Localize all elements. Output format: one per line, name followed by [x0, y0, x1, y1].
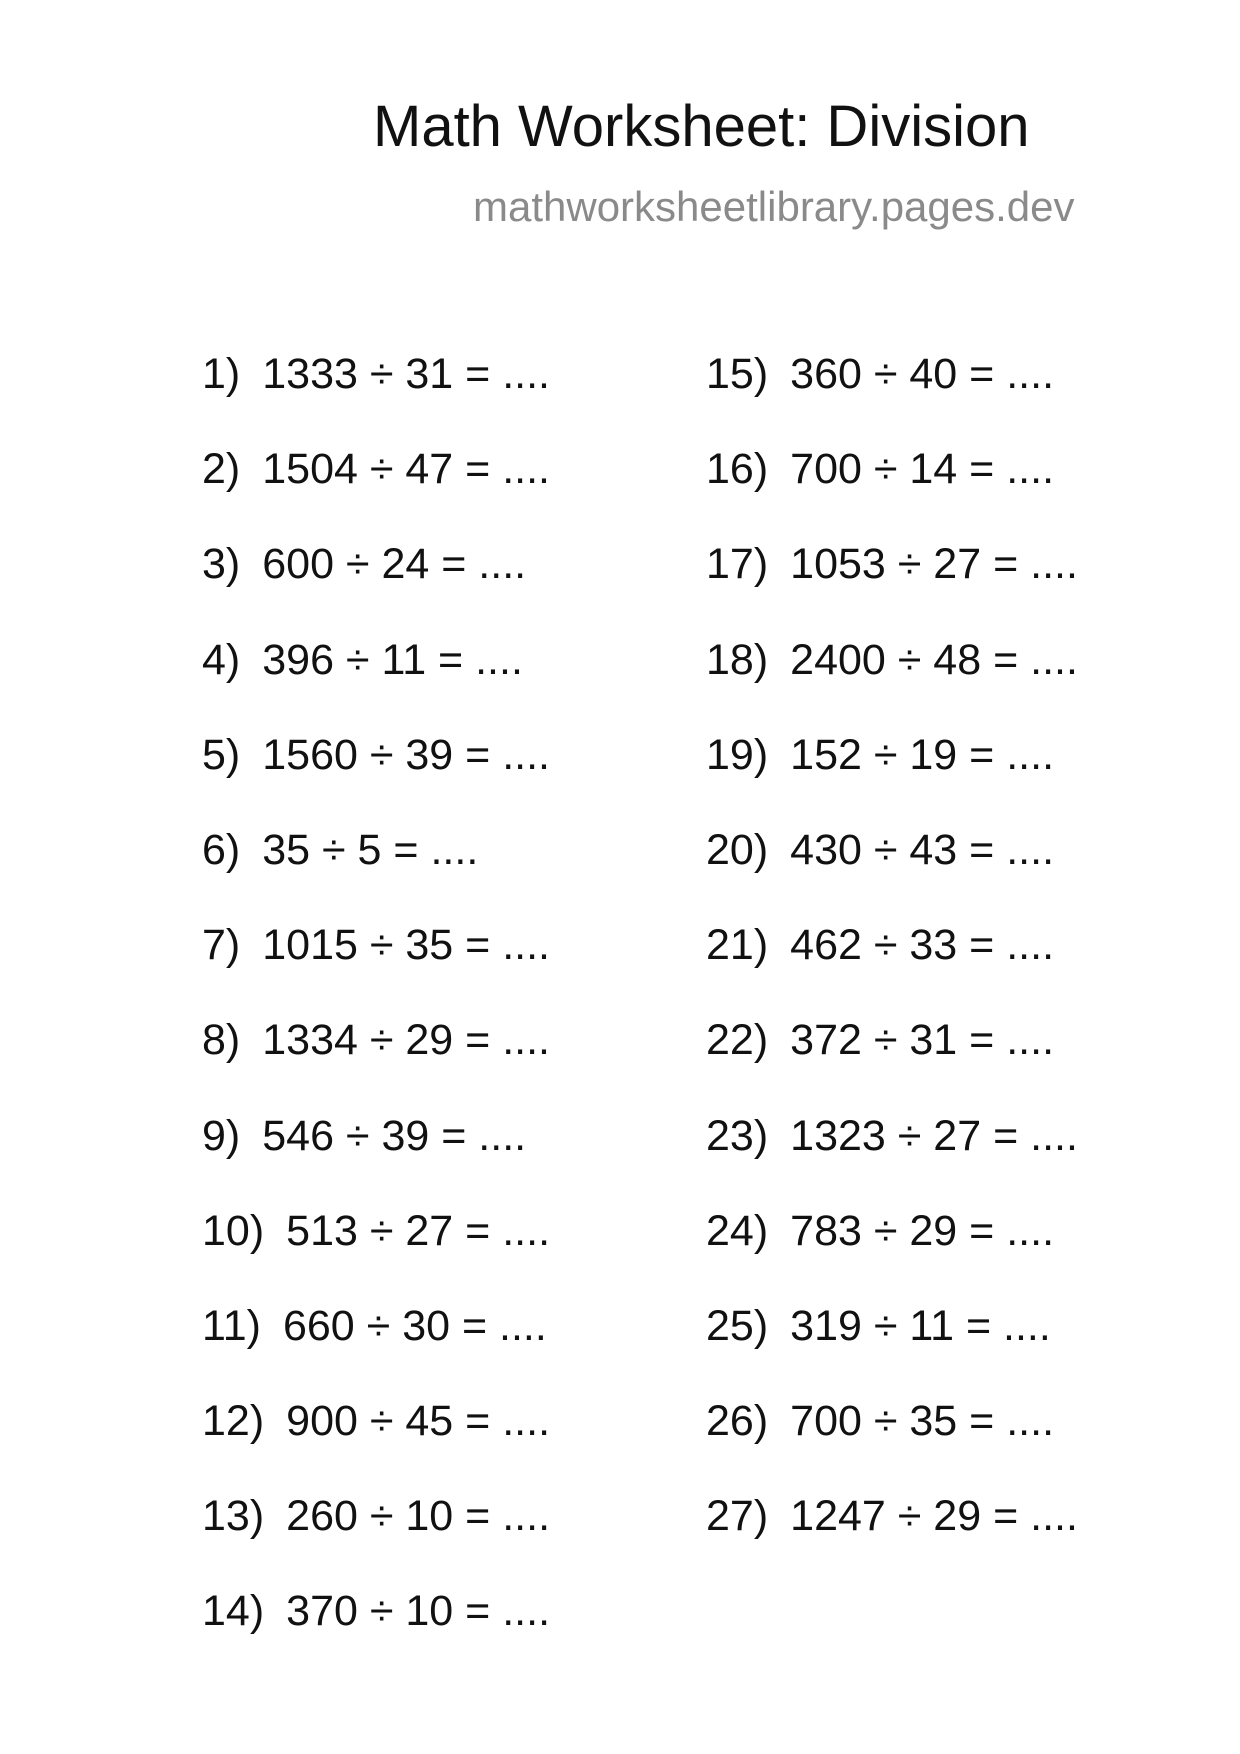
- problem-number: 6): [202, 825, 241, 874]
- problem-text: 152 ÷ 19 = ....: [790, 730, 1055, 779]
- problem-item: [706, 1111, 1226, 1210]
- problem-item: [706, 540, 1226, 638]
- problem-item: [202, 540, 722, 638]
- problem-column-right: [706, 350, 1226, 1590]
- problem-text: 513 ÷ 27 = ....: [286, 1206, 551, 1255]
- problem-text: 360 ÷ 40 = ....: [790, 350, 1055, 398]
- problem-item: [706, 1301, 1226, 1400]
- problem-number: 27): [706, 1492, 769, 1541]
- problem-item: [202, 635, 722, 734]
- problem-text: 35 ÷ 5 = ....: [262, 825, 479, 874]
- problem-item: [706, 445, 1226, 543]
- problem-number: 11): [202, 1301, 261, 1350]
- problem-number: 18): [706, 635, 769, 684]
- problem-number: 22): [706, 1016, 769, 1065]
- problem-number: 17): [706, 540, 769, 589]
- problem-number: 24): [706, 1206, 769, 1255]
- problem-item: [202, 350, 722, 448]
- problem-item: [202, 1206, 722, 1305]
- problem-item: [706, 825, 1226, 924]
- problem-text: 1334 ÷ 29 = ....: [262, 1016, 551, 1065]
- problem-text: 319 ÷ 11 = ....: [790, 1301, 1051, 1350]
- page-title: Math Worksheet: Division: [373, 94, 1030, 159]
- problem-number: 16): [706, 445, 769, 494]
- problem-text: 1015 ÷ 35 = ....: [262, 921, 551, 970]
- problem-text: 1504 ÷ 47 = ....: [262, 445, 551, 494]
- problem-number: 26): [706, 1397, 769, 1446]
- problem-item: [202, 445, 722, 543]
- problem-item: [202, 1111, 722, 1210]
- problem-column-left: [202, 350, 722, 1686]
- problem-text: 700 ÷ 35 = ....: [790, 1397, 1055, 1446]
- problem-text: 462 ÷ 33 = ....: [790, 921, 1055, 970]
- problem-number: 15): [706, 350, 769, 398]
- problem-item: [202, 730, 722, 829]
- problem-text: 600 ÷ 24 = ....: [262, 540, 527, 589]
- problem-text: 1323 ÷ 27 = ....: [790, 1111, 1078, 1160]
- problem-text: 700 ÷ 14 = ....: [790, 445, 1055, 494]
- problem-item: [706, 1492, 1226, 1590]
- problem-text: 1333 ÷ 31 = ....: [262, 350, 551, 398]
- problem-number: 1): [202, 350, 241, 398]
- problem-number: 20): [706, 825, 769, 874]
- problem-text: 546 ÷ 39 = ....: [262, 1111, 527, 1160]
- problem-number: 9): [202, 1111, 241, 1160]
- problem-item: [706, 350, 1226, 448]
- problem-item: [202, 1397, 722, 1495]
- problem-item: [706, 1397, 1226, 1495]
- problem-number: 23): [706, 1111, 769, 1160]
- problem-text: 1560 ÷ 39 = ....: [262, 730, 551, 779]
- problem-item: [202, 921, 722, 1019]
- problem-text: 660 ÷ 30 = ....: [282, 1301, 547, 1350]
- problem-text: 372 ÷ 31 = ....: [790, 1016, 1055, 1065]
- problem-text: 1247 ÷ 29 = ....: [790, 1492, 1078, 1541]
- problem-text: 396 ÷ 11 = ....: [262, 635, 523, 684]
- problem-number: 10): [202, 1206, 265, 1255]
- problem-number: 2): [202, 445, 241, 494]
- problem-item: [202, 1587, 722, 1685]
- problem-text: 900 ÷ 45 = ....: [286, 1397, 551, 1446]
- problem-number: 14): [202, 1587, 265, 1636]
- problem-number: 12): [202, 1397, 265, 1446]
- problem-number: 4): [202, 635, 241, 684]
- problem-item: [202, 1301, 722, 1400]
- problem-item: [706, 635, 1226, 734]
- problem-item: [706, 730, 1226, 829]
- problem-text: 783 ÷ 29 = ....: [790, 1206, 1055, 1255]
- problem-item: [706, 1206, 1226, 1305]
- problem-number: 19): [706, 730, 769, 779]
- problem-text: 1053 ÷ 27 = ....: [790, 540, 1078, 589]
- problem-text: 430 ÷ 43 = ....: [790, 825, 1055, 874]
- problem-number: 25): [706, 1301, 769, 1350]
- problem-number: 3): [202, 540, 241, 589]
- problem-item: [202, 1016, 722, 1114]
- problem-number: 21): [706, 921, 769, 970]
- site-url: mathworksheetlibrary.pages.dev: [473, 183, 1075, 230]
- problem-text: 2400 ÷ 48 = ....: [790, 635, 1078, 684]
- problem-text: 260 ÷ 10 = ....: [286, 1492, 551, 1541]
- problem-item: [706, 921, 1226, 1019]
- problem-number: 13): [202, 1492, 265, 1541]
- problem-number: 7): [202, 921, 241, 970]
- problem-item: [202, 1492, 722, 1590]
- problem-item: [706, 1016, 1226, 1114]
- problem-text: 370 ÷ 10 = ....: [286, 1587, 551, 1636]
- problem-number: 5): [202, 730, 241, 779]
- problem-item: [202, 825, 722, 924]
- problem-number: 8): [202, 1016, 241, 1065]
